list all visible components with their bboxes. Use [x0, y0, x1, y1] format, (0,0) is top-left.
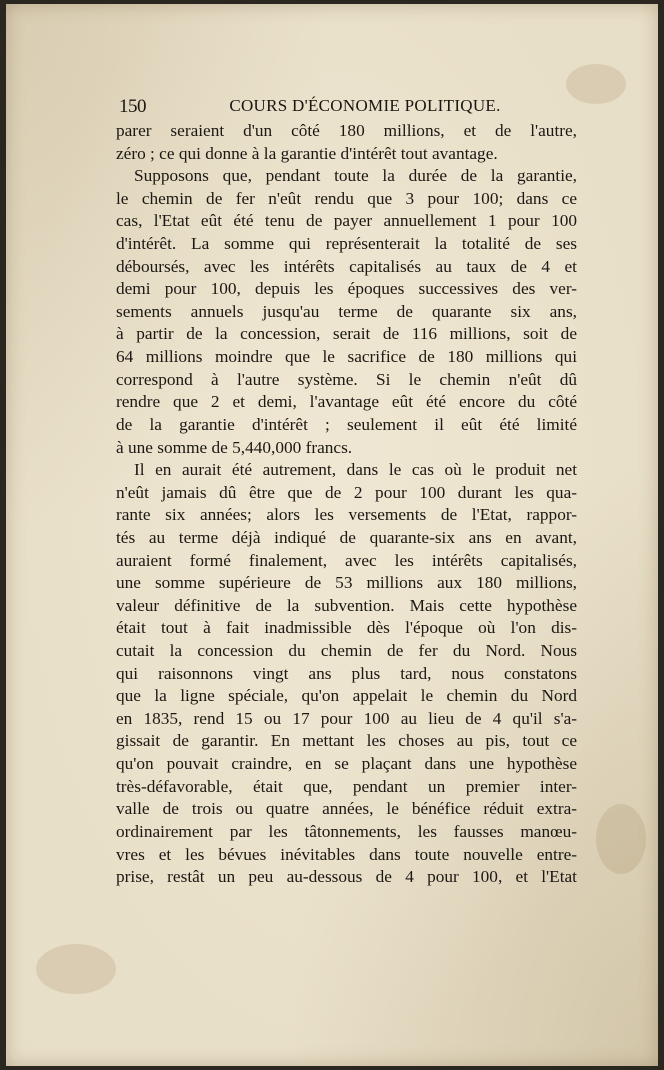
text-line: à une somme de 5,440,000 francs. [116, 437, 353, 457]
text-line: prise, restât un peu au-dessous de 4 pour 100, et l'Etat [116, 867, 577, 887]
paper-stain [36, 944, 116, 994]
text-line: 64 millions moindre que le sacrifice de 180 millions qui [116, 347, 577, 367]
text-line: rendre que 2 et demi, l'avantage eût été encore du côté [116, 392, 577, 412]
text-line: le chemin de fer n'eût rendu que 3 pour 100; dans ce [116, 188, 577, 208]
text-line: ordinairement par les tâtonnements, les fausses manœu- [116, 821, 577, 841]
text-line: valeur définitive de la subvention. Mais cette hypothèse [116, 595, 577, 615]
text-line: gissait de garantir. En mettant les choses au pis, tout ce [116, 731, 577, 751]
page-number: 150 [119, 96, 146, 117]
text-line: une somme supérieure de 53 millions aux 180 millions, [116, 573, 577, 593]
text-line: qui raisonnons vingt ans plus tard, nous constatons [116, 663, 577, 683]
text-line: très-défavorable, était que, pendant un premier inter- [116, 776, 577, 796]
text-line: Supposons que, pendant toute la durée de la garantie, [134, 166, 577, 186]
text-line: que la ligne spéciale, qu'on appelait le chemin du Nord [116, 686, 577, 706]
text-line: tés au terme déjà indiqué de quarante-six ans en avant, [116, 527, 577, 547]
running-header [119, 96, 591, 120]
text-line: sements annuels jusqu'au terme de quarante six ans, [116, 301, 577, 321]
text-line: correspond à l'autre système. Si le chemin n'eût dû [116, 369, 577, 389]
text-line: valle de trois ou quatre années, le bénéfice réduit extra- [116, 799, 577, 819]
text-line: auraient formé finalement, avec les intérêts capitalisés, [116, 550, 577, 570]
text-line: déboursés, avec les intérêts capitalisés au taux de 4 et [116, 256, 577, 276]
text-line: de la garantie d'intérêt ; seulement il eût été limité [116, 414, 577, 434]
text-line: cutait la concession du chemin de fer du Nord. Nous [116, 641, 577, 661]
text-line: parer seraient d'un côté 180 millions, et de l'autre, [116, 121, 577, 140]
body-text [116, 120, 577, 889]
text-line: cas, l'Etat eût été tenu de payer annuellement 1 pour 100 [116, 211, 577, 231]
text-line: demi pour 100, depuis les époques successives des ver- [116, 279, 577, 299]
text-line: zéro ; ce qui donne à la garantie d'intérêt tout avantage. [116, 143, 498, 163]
text-line: d'intérêt. La somme qui représenterait la totalité de ses [116, 234, 577, 254]
text-line: vres et les bévues inévitables dans toute nouvelle entre- [116, 844, 577, 864]
text-line: rante six années; alors les versements de l'Etat, rappor- [116, 505, 577, 525]
running-title: COURS D'ÉCONOMIE POLITIQUE. [229, 96, 501, 115]
text-line: était tout à fait inadmissible dès l'époque où l'on dis- [116, 618, 577, 638]
text-line: qu'on pouvait craindre, en se plaçant dans une hypothèse [116, 754, 577, 774]
text-line: à partir de la concession, serait de 116 millions, soit de [116, 324, 577, 344]
text-line: n'eût jamais dû être que de 2 pour 100 durant les qua- [116, 482, 577, 502]
paper-stain [596, 804, 646, 874]
text-line: en 1835, rend 15 ou 17 pour 100 au lieu de 4 qu'il s'a- [116, 708, 577, 728]
text-line: Il en aurait été autrement, dans le cas où le produit net [134, 460, 577, 480]
